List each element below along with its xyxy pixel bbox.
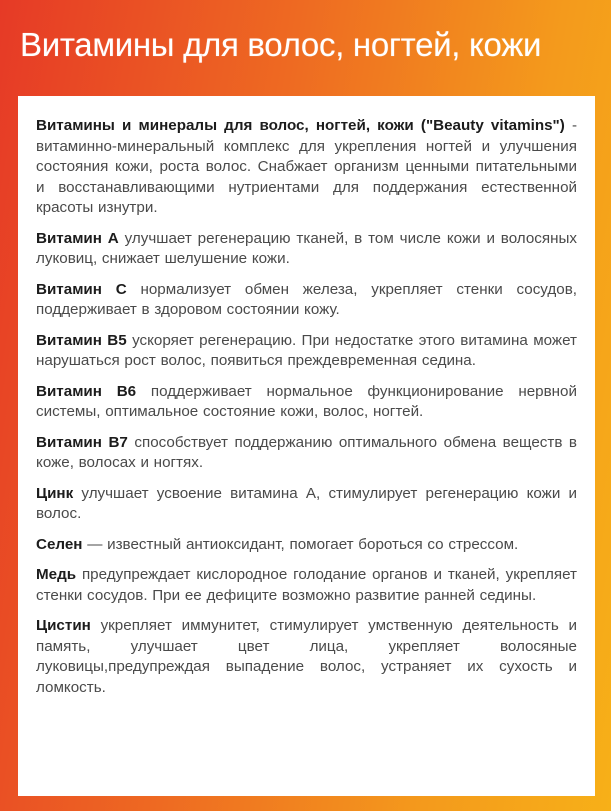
paragraph-text: улучшает усвоение витамина А, стимулирует регенерацию кожи и волос.: [36, 484, 577, 522]
paragraph-text: нормализует обмен железа, укрепляет стенки сосудов, поддерживает в здоровом состоянии кожу.: [36, 280, 577, 318]
paragraph-heading: Витамин В6: [36, 382, 137, 400]
paragraph-cystine: [36, 616, 577, 698]
paragraph-heading: Витамин В7: [36, 433, 128, 451]
paragraph-zinc: [36, 484, 577, 525]
paragraph-heading: Витамин С: [36, 280, 127, 298]
paragraph-copper: [36, 565, 577, 606]
paragraph-text: способствует поддержанию оптимального обмена веществ в коже, волосах и ногтях.: [36, 433, 577, 471]
paragraph-heading: Цистин: [36, 617, 91, 634]
paragraph-text: - витаминно-минеральный комплекс для укрепления ногтей и улучшения состояния кожи, роста волос. Снабжает организм ценными питательными и восстанавливающими нутриентами для поддержания естественной красоты изнутри.: [36, 117, 578, 216]
paragraph-heading: Витамин В5: [36, 331, 127, 349]
paragraph-vitamin-b7: [36, 433, 577, 474]
paragraph-text: укрепляет иммунитет, стимулирует умственную деятельность и память, улучшает цвет лица, укрепляет волосяные луковицы,предупреждая выпадение волос, устраняет их сухость и ломкость.: [36, 617, 577, 696]
paragraph-beauty-vitamins: [36, 116, 577, 219]
paragraph-heading: Витамины и минералы для волос, ногтей, кожи ("Beauty vitamins"): [36, 117, 565, 134]
paragraph-heading: Медь: [36, 566, 77, 583]
paragraph-vitamin-b5: [36, 331, 577, 372]
paragraph-text: поддерживает нормальное функционирование нервной системы, оптимальное состояние кожи, волос, ногтей.: [36, 382, 577, 420]
paragraph-text: ускоряет регенерацию. При недостатке этого витамина может нарушаться рост волос, появиться преждевременная седина.: [36, 331, 577, 369]
paragraph-text: предупреждает кислородное голодание органов и тканей, укрепляет стенки сосудов. При ее дефиците возможно развитие ранней седины.: [36, 566, 577, 604]
paragraph-vitamin-c: [36, 280, 577, 321]
paragraph-vitamin-b6: [36, 382, 577, 423]
paragraph-text: — известный антиоксидант, помогает бороться со стрессом.: [82, 535, 519, 553]
page-title: Витамины для волос, ногтей, кожи: [20, 26, 542, 63]
content-panel: [18, 96, 595, 796]
paragraph-selenium: [36, 535, 577, 556]
paragraph-heading: Селен: [36, 535, 83, 553]
paragraph-vitamin-a: [36, 229, 577, 270]
paragraph-text: улучшает регенерацию тканей, в том числе кожи и волосяных луковиц, снижает шелушение кожи.: [36, 229, 578, 267]
paragraph-heading: Витамин А: [36, 229, 119, 247]
paragraph-heading: Цинк: [36, 484, 74, 502]
